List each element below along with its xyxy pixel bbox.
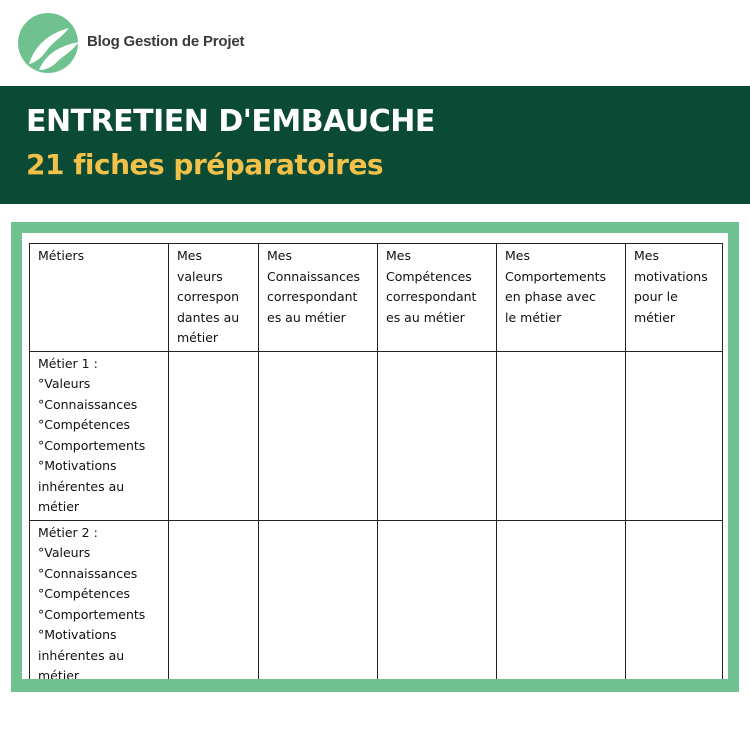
header-text: Mes bbox=[177, 248, 202, 263]
row-label-cell bbox=[30, 520, 169, 679]
row-label-text: °Motivations bbox=[38, 627, 117, 642]
header-text: Comportements bbox=[505, 268, 607, 284]
header-text: Mes bbox=[267, 248, 292, 263]
header-text: valeurs bbox=[177, 268, 223, 284]
header-text: Métiers bbox=[38, 248, 85, 263]
header-text: en phase avec bbox=[505, 289, 596, 304]
row-label-text: °Comportements bbox=[38, 437, 146, 453]
header-text: motivations bbox=[634, 268, 708, 284]
row-label-text: °Compétences bbox=[38, 586, 131, 601]
header-text: Mes bbox=[634, 248, 659, 263]
header-text: correspon bbox=[177, 289, 240, 304]
column-header bbox=[169, 244, 259, 352]
column-header bbox=[378, 244, 497, 352]
header-text: correspondant bbox=[386, 289, 477, 304]
header-text: Compétences bbox=[386, 268, 472, 284]
document-sheet bbox=[22, 233, 728, 679]
preparation-table bbox=[29, 243, 723, 679]
row-label-text: °Motivations bbox=[38, 458, 117, 473]
table-cell[interactable] bbox=[626, 520, 723, 679]
table-cell[interactable] bbox=[626, 351, 723, 520]
header-text: es au métier bbox=[267, 309, 346, 325]
row-label-text: métier bbox=[38, 499, 80, 514]
table-cell[interactable] bbox=[497, 520, 626, 679]
header-text: correspondant bbox=[267, 289, 358, 304]
header-text: métier bbox=[177, 330, 219, 345]
site-header bbox=[0, 0, 750, 86]
table-header-row bbox=[30, 244, 723, 352]
brand-name[interactable]: Blog Gestion de Projet bbox=[87, 33, 245, 50]
row-label-text: °Connaissances bbox=[38, 565, 138, 581]
row-label-text: inhérentes au bbox=[38, 478, 125, 494]
table-cell[interactable] bbox=[259, 351, 378, 520]
table-cell[interactable] bbox=[169, 520, 259, 679]
header-text: le métier bbox=[505, 309, 562, 325]
column-header bbox=[626, 244, 723, 352]
table-cell[interactable] bbox=[259, 520, 378, 679]
table-cell[interactable] bbox=[497, 351, 626, 520]
column-header bbox=[259, 244, 378, 352]
page-subtitle: 21 fiches préparatoires bbox=[26, 148, 384, 181]
row-label-text: °Connaissances bbox=[38, 396, 138, 412]
row-label-text: °Valeurs bbox=[38, 545, 91, 560]
header-text: pour le bbox=[634, 289, 678, 304]
table-cell[interactable] bbox=[169, 351, 259, 520]
page-title: ENTRETIEN D'EMBAUCHE bbox=[26, 104, 435, 139]
row-label-text: métier bbox=[38, 668, 80, 679]
row-label-text: °Valeurs bbox=[38, 376, 91, 391]
header-text: dantes au bbox=[177, 309, 240, 325]
header-text: es au métier bbox=[386, 309, 465, 325]
header-text: Mes bbox=[386, 248, 411, 263]
row-label-text: °Comportements bbox=[38, 606, 146, 622]
table-cell[interactable] bbox=[378, 351, 497, 520]
header-text: Mes bbox=[505, 248, 530, 263]
leaf-logo-icon bbox=[17, 12, 83, 74]
row-label-cell bbox=[30, 351, 169, 520]
column-header bbox=[30, 244, 169, 352]
row-label-text: inhérentes au bbox=[38, 647, 125, 663]
row-label-text: °Compétences bbox=[38, 417, 131, 432]
header-text: métier bbox=[634, 309, 676, 325]
table-row bbox=[30, 351, 723, 520]
table-cell[interactable] bbox=[378, 520, 497, 679]
row-label-text: Métier 2 : bbox=[38, 524, 98, 540]
table-row bbox=[30, 520, 723, 679]
header-text: Connaissances bbox=[267, 268, 361, 284]
column-header bbox=[497, 244, 626, 352]
row-label-text: Métier 1 : bbox=[38, 355, 98, 371]
